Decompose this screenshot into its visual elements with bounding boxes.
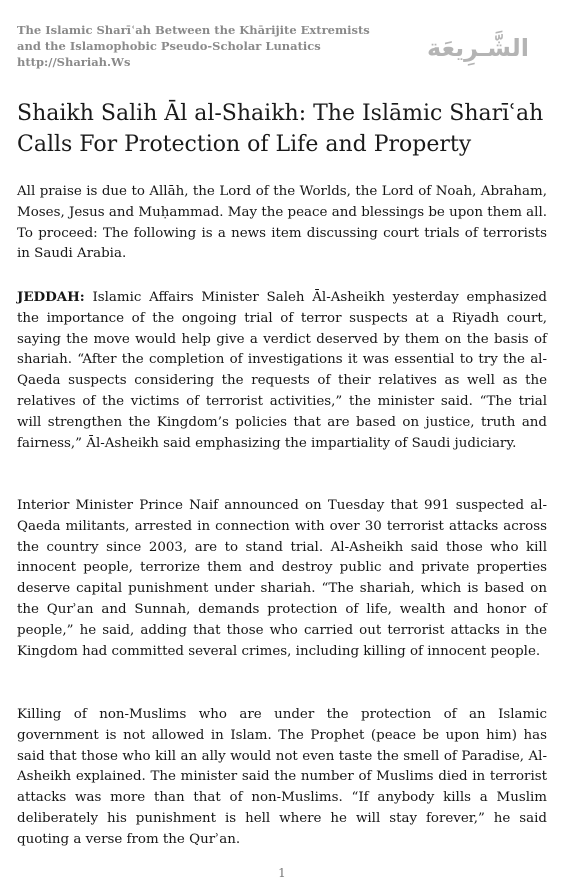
document-header	[17, 22, 397, 70]
header-url: http://Shariah.Ws	[17, 55, 131, 69]
dateline: JEDDAH:	[17, 289, 85, 305]
naif-paragraph: Interior Minister Prince Naif announced on Tuesday that 991 suspected al-Qaeda militants, arrested in connection with over 30 terrorist attacks across the country since 2003, are to stand trial. Al-Asheikh said those who kill innocent people, terrorize them and destroy public and private properties deserve capital punishment under shariah. “The shariah, which is based on the Qurʾan and Sunnah, demands protection of life, wealth and honor of people,” he said, adding that those who carried out terrorist attacks in the Kingdom had committed several crimes, including killing of innocent people.	[17, 498, 547, 659]
jeddah-paragraph-body: Islamic Affairs Minister Saleh Āl-Asheikh yesterday emphasized the importance of the ongoing trial of terror suspects at a Riyadh court, saying the move would help give a verdict deserved by them on the basis of shariah. “After the completion of investigations it was essential to try the al-Qaeda suspects considering the requests of their relatives as well as the relatives of the victims of terrorist activities,” the minister said. “The trial will strengthen the Kingdom’s policies that are based on justice, truth and fairness,” Āl-Asheikh said emphasizing the impartiality of Saudi judiciary.	[17, 290, 547, 451]
shariah-logo: الشَّـرِيعَة	[427, 34, 529, 62]
non-muslims-paragraph: Killing of non-Muslims who are under the protection of an Islamic government is not allowed in Islam. The Prophet (peace be upon him) has said that those who kill an ally would not even taste the smell of Paradise, Al-Asheikh explained. The minister said the number of Muslims died in terrorist attacks was more than that of non-Muslims. “If anybody kills a Muslim deliberately his punishment is hell where he will stay forever,” he said quoting a verse from the Qurʾan.	[17, 707, 547, 847]
article-title: Shaikh Salih Āl al-Shaikh: The Islāmic Sharīʿah Calls For Protection of Life and Property	[17, 101, 544, 157]
intro-paragraph: All praise is due to Allāh, the Lord of the Worlds, the Lord of Noah, Abraham, Moses, Jesus and Muḥammad. May the peace and blessings be upon them all. To proceed: The following is a news item discussing court trials of terrorists in Saudi Arabia.	[17, 184, 547, 262]
header-title-line-1: The Islamic Sharīʿah Between the Khārijite Extremists	[17, 23, 370, 37]
page-number: 1	[278, 866, 286, 880]
jeddah-paragraph	[17, 287, 547, 454]
header-title-line-2: and the Islamophobic Pseudo-Scholar Lunatics	[17, 39, 321, 53]
